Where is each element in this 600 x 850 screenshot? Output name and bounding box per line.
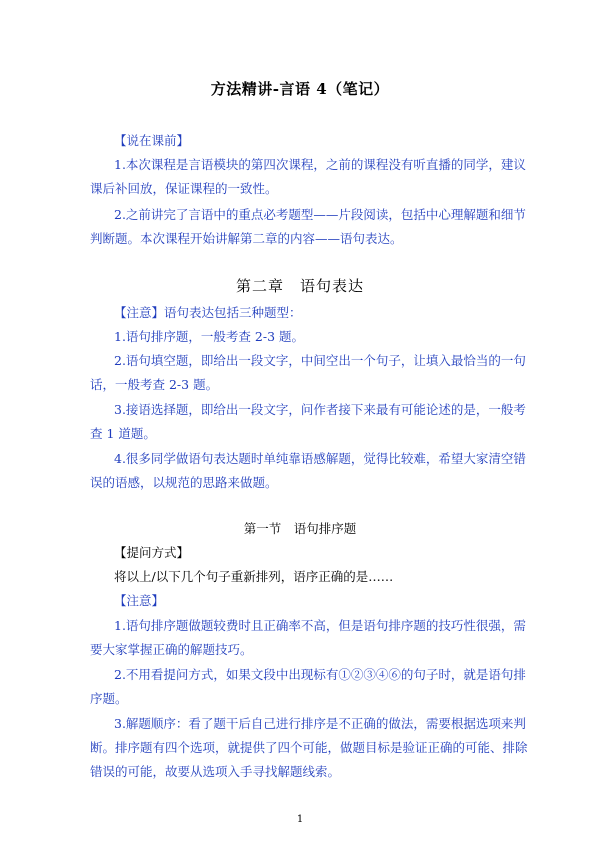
chapter-item-2-line-1: 2.语句填空题，即给出一段文字，中间空出一个句子，让填入最恰当的一句 — [114, 353, 526, 368]
intro-item-1-line-2: 课后补回放，保证课程的一致性。 — [90, 181, 278, 196]
intro-heading: 【说在课前】 — [114, 133, 190, 148]
intro-item-1-line-1: 1.本次课程是言语模块的第四次课程，之前的课程没有听直播的同学，建议 — [114, 157, 526, 172]
chapter-item-1-line-1: 1.语句排序题，一般考查 2-3 题。 — [114, 329, 305, 344]
chapter-title: 第二章 语句表达 — [235, 277, 364, 295]
section-item-1-line-2: 要大家掌握正确的解题技巧。 — [90, 642, 253, 657]
section-item-3-line-2: 断。排序题有四个选项，就提供了四个可能，做题目标是验证正确的可能、排除 — [90, 740, 528, 755]
section-item-3-line-1: 3.解题顺序：看了题干后自己进行排序是不正确的做法，需要根据选项来判 — [114, 716, 526, 731]
chapter-note — [114, 305, 554, 321]
section-note-heading: 【注意】 — [114, 593, 165, 608]
chapter-item-3-line-2: 查 1 道题。 — [90, 426, 156, 441]
intro-item-2-line-1: 2.之前讲完了言语中的重点必考题型——片段阅读，包括中心理解题和细节 — [114, 207, 526, 222]
ask-text: 将以上/以下几个句子重新排列，语序正确的是…… — [114, 569, 394, 584]
chapter-note-tag: 【注意】 — [114, 305, 165, 320]
section-item-1-line-1: 1.语句排序题做题较费时且正确率不高，但是语句排序题的技巧性很强，需 — [114, 618, 526, 633]
chapter-item-4-line-2: 误的语感，以规范的思路来做题。 — [90, 475, 278, 490]
section-item-2-line-2: 序题。 — [90, 691, 128, 706]
intro-item-2-line-2: 判断题。本次课程开始讲解第二章的内容——语句表达。 — [90, 231, 403, 246]
chapter-item-2-line-2: 话，一般考查 2-3 题。 — [90, 377, 219, 392]
section-item-2-line-1: 2.不用看提问方式，如果文段中出现标有①②③④⑥的句子时，就是语句排 — [114, 667, 526, 682]
chapter-item-4-line-1: 4.很多同学做语句表达题时单纯靠语感解题，觉得比较难，希望大家清空错 — [114, 451, 526, 466]
page-number: 1 — [296, 814, 304, 825]
chapter-item-3-line-1: 3.接语选择题，即给出一段文字，问作者接下来最有可能论述的是，一般考 — [114, 402, 526, 417]
ask-heading: 【提问方式】 — [114, 545, 190, 560]
section-title: 第一节 语句排序题 — [243, 521, 357, 536]
section-item-3-line-3: 错误的可能，故要从选项入手寻找解题线索。 — [90, 764, 341, 779]
document-title: 方法精讲-言语 4（笔记） — [210, 80, 390, 98]
chapter-note-text: 语句表达包括三种题型： — [164, 305, 302, 320]
